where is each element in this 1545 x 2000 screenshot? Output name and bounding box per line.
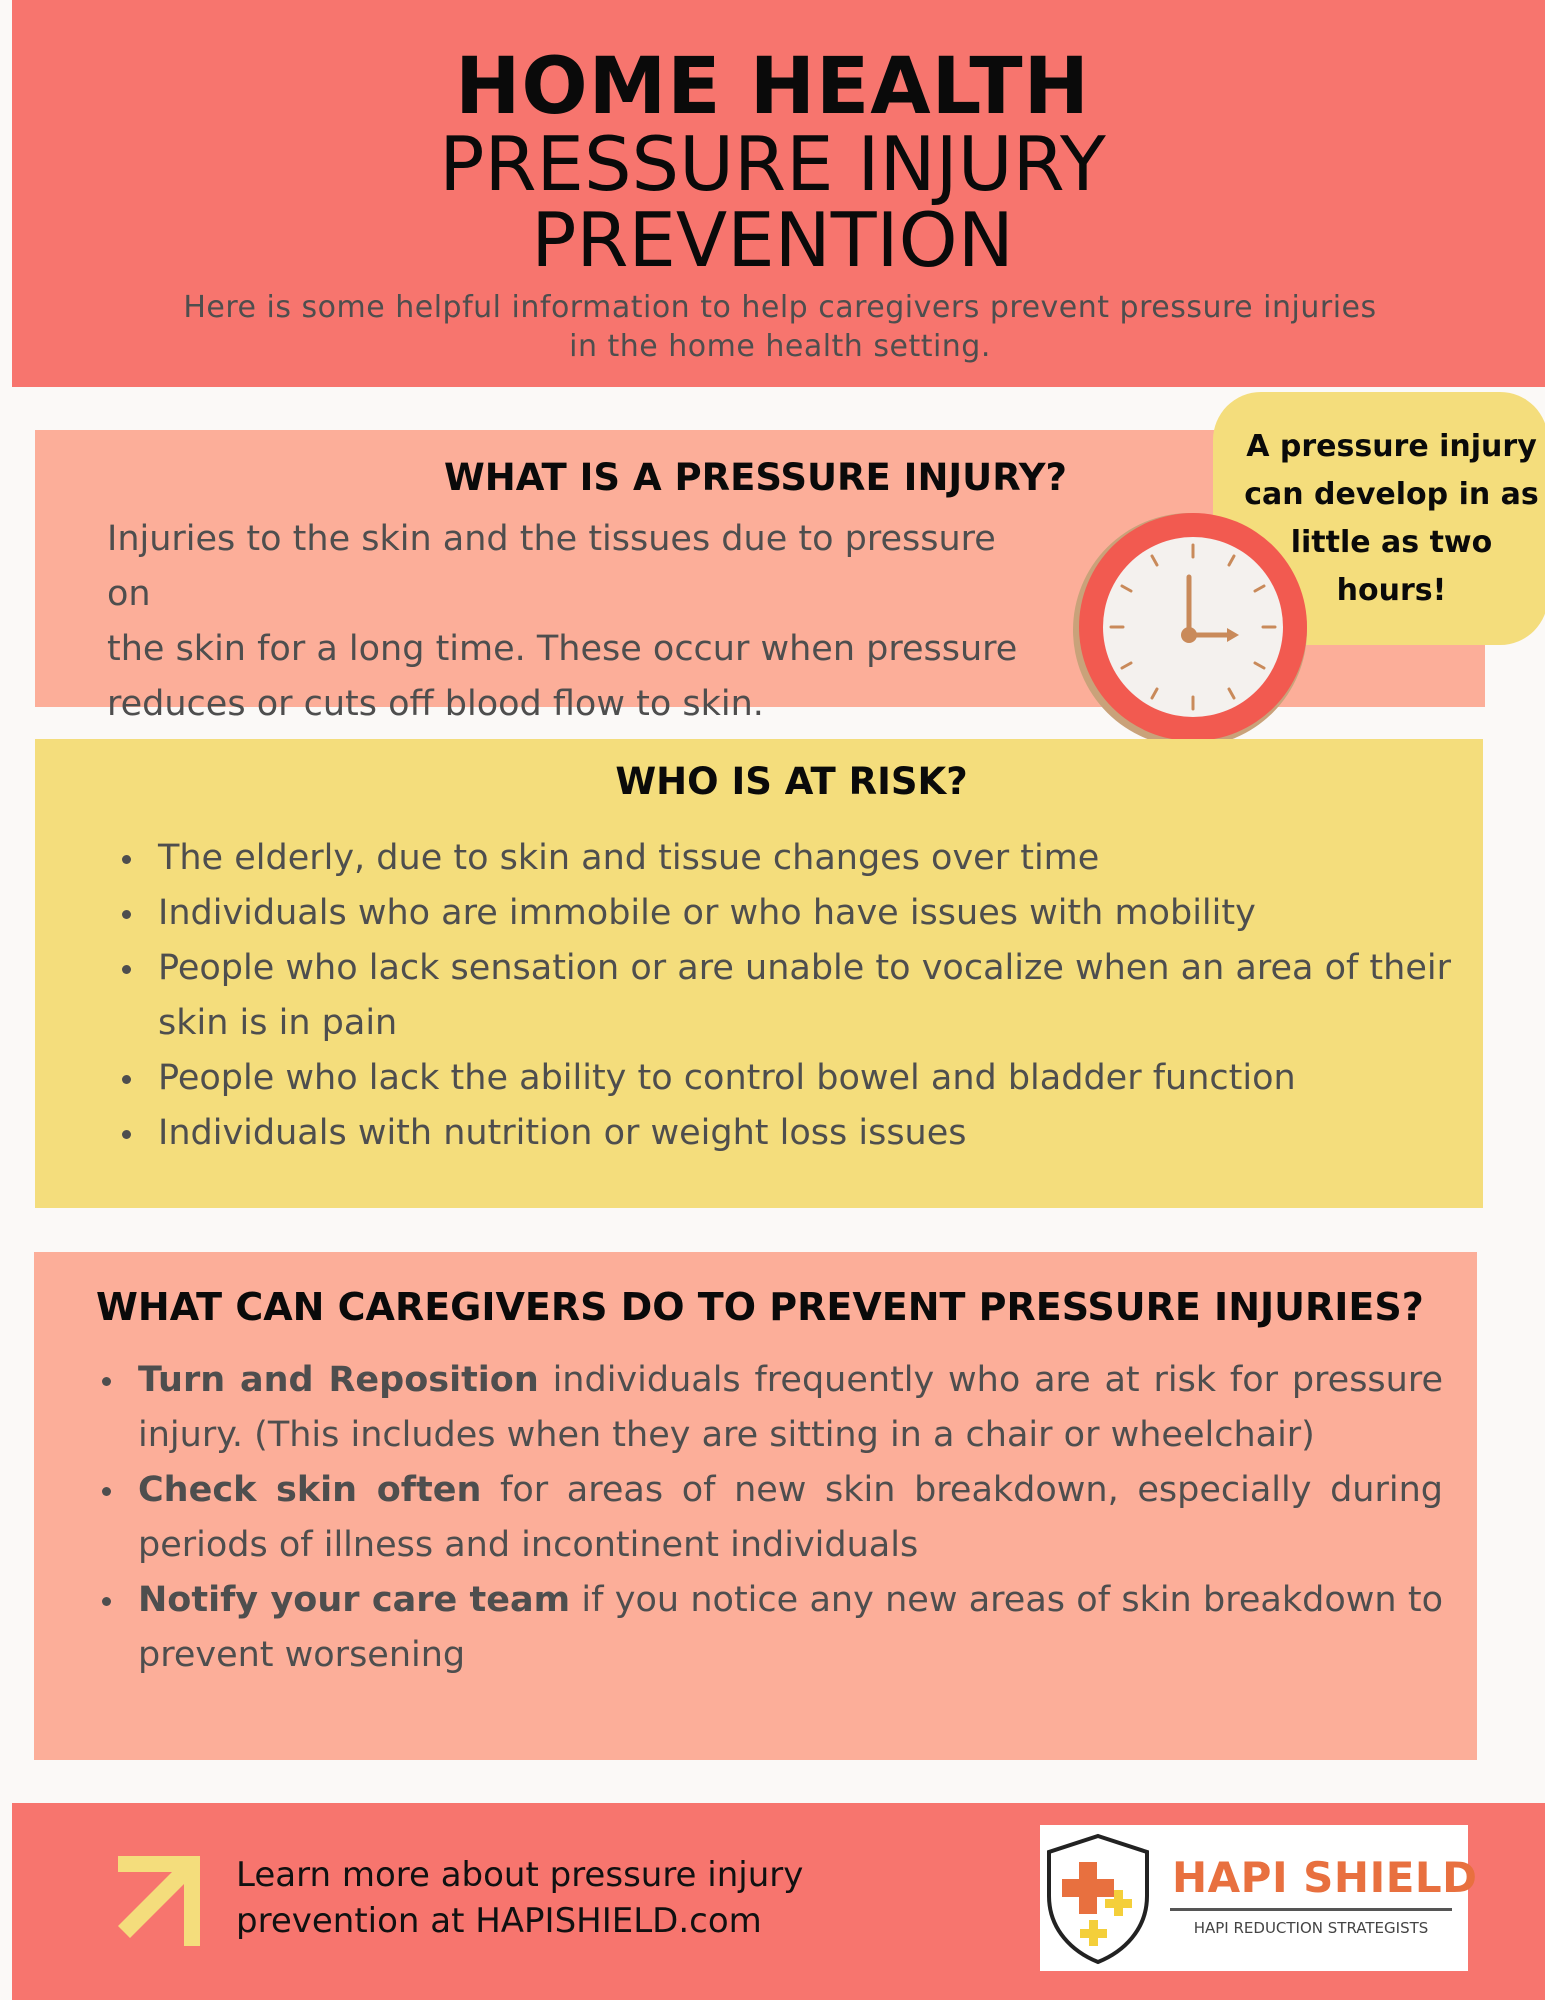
what-line-1: Injuries to the skin and the tissues due to pressure on [107,519,996,614]
subtitle-line-1: Here is some helpful information to help caregivers prevent pressure injuries [183,290,1377,325]
who-list [158,831,1468,1161]
list-item: Individuals with nutrition or weight loss issues [158,1106,1468,1161]
care-list [138,1353,1443,1683]
logo-tagline: HAPI REDUCTION STRATEGISTS [1193,1919,1429,1937]
list-item: Individuals who are immobile or who have issues with mobility [158,886,1468,941]
what-line-3: reduces or cuts off blood flow to skin. [107,684,764,724]
title-line-3: PREVENTION [531,196,1014,284]
logo-name: HAPI SHIELD [1172,1853,1478,1902]
footer-line-2: prevention at HAPISHIELD.com [236,1901,762,1941]
callout-line-1: A pressure injury [1246,429,1537,464]
what-heading: WHAT IS A PRESSURE INJURY? [444,456,1067,499]
list-item-text: for areas of new skin breakdown, especially during periods of illness and incontinent individuals [138,1470,1443,1565]
list-item-text: individuals frequently who are at risk for pressure injury. (This includes when they are sitting in a chair or wheelchair) [138,1360,1443,1455]
arrow-up-right-icon [118,1854,210,1946]
list-item: The elderly, due to skin and tissue changes over time [158,831,1468,886]
callout-line-4: hours! [1336,573,1447,608]
footer-link-text[interactable] [236,1852,876,1944]
list-item: People who lack sensation or are unable to vocalize when an area of their skin is in pain [158,941,1468,1051]
callout-line-2: can develop in as [1244,477,1539,512]
list-item [138,1463,1443,1573]
list-item-bold: Turn and Reposition [138,1360,539,1400]
clock-icon [1071,511,1309,749]
list-item-text: if you notice any new areas of skin breakdown to prevent worsening [138,1580,1443,1675]
list-item: People who lack the ability to control bowel and bladder function [158,1051,1468,1106]
what-body [107,512,1027,732]
shield-logo-icon [1043,1832,1153,1966]
list-item [138,1573,1443,1683]
title-line-2: PRESSURE INJURY [439,120,1106,208]
list-item [138,1353,1443,1463]
list-item-bold: Check skin often [138,1470,482,1510]
who-heading: WHO IS AT RISK? [615,760,968,803]
care-heading: WHAT CAN CAREGIVERS DO TO PREVENT PRESSURE INJURIES? [96,1285,1424,1329]
list-item-bold: Notify your care team [138,1580,571,1620]
callout-line-3: little as two [1290,525,1493,560]
what-line-2: the skin for a long time. These occur when pressure [107,629,1018,669]
subtitle [170,288,1390,366]
title-line-1: HOME HEALTH [455,42,1090,132]
footer-line-1: Learn more about pressure injury [236,1855,804,1895]
logo-divider [1170,1908,1452,1911]
subtitle-line-2: in the home health setting. [569,329,991,364]
